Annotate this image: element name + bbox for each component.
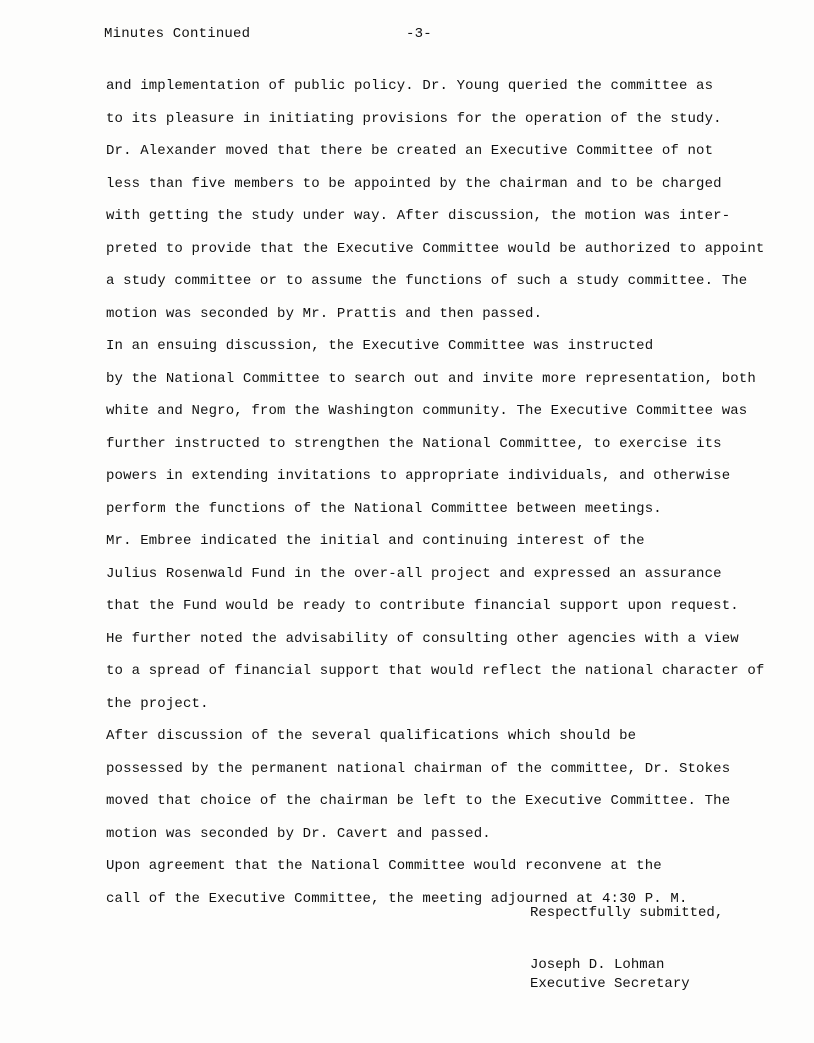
running-header: Minutes Continued: [104, 26, 251, 42]
paragraph-4: After discussion of the several qualifications which should be possessed by the permanent national chairman of the committee, Dr. Stokes moved that choice of the chairman be left to the Executive Committee. The motion was seconded by Dr. Cavert and passed.: [106, 728, 731, 842]
minutes-body: [106, 70, 796, 915]
page-number: -3-: [406, 26, 432, 42]
signatory-title: Executive Secretary: [530, 976, 690, 992]
paragraph-3: Mr. Embree indicated the initial and continuing interest of the Julius Rosenwald Fund in the over-all project and expressed an assurance that the Fund would be ready to contribute financial support upon request. He further noted the advisability of consulting other agencies with a view to a spread of financial support that would reflect the national character of the project.: [106, 533, 765, 712]
paragraph-5: Upon agreement that the National Committee would reconvene at the call of the Executive Committee, the meeting adjourned at 4:30 P. M.: [106, 858, 688, 907]
paragraph-1: and implementation of public policy. Dr. Young queried the committee as to its pleasure in initiating provisions for the operation of the study. Dr. Alexander moved that there be created an Executive Committee of not less than five members to be appointed by the chairman and to be charged with getting the study under way. After discussion, the motion was inter- preted to provide that the Executive Committee would be authorized to appoint a study committee or to assume the functions of such a study committee. The motion was seconded by Mr. Prattis and then passed.: [106, 78, 765, 322]
closing-line: Respectfully submitted,: [530, 905, 724, 921]
paragraph-2: In an ensuing discussion, the Executive Committee was instructed by the National Committee to search out and invite more representation, both white and Negro, from the Washington community. The Executive Committee was further instructed to strengthen the National Committee, to exercise its powers in extending invitations to appropriate individuals, and otherwise perform the functions of the National Committee between meetings.: [106, 338, 756, 517]
signature-block: [530, 956, 690, 994]
signatory-name: Joseph D. Lohman: [530, 957, 665, 973]
